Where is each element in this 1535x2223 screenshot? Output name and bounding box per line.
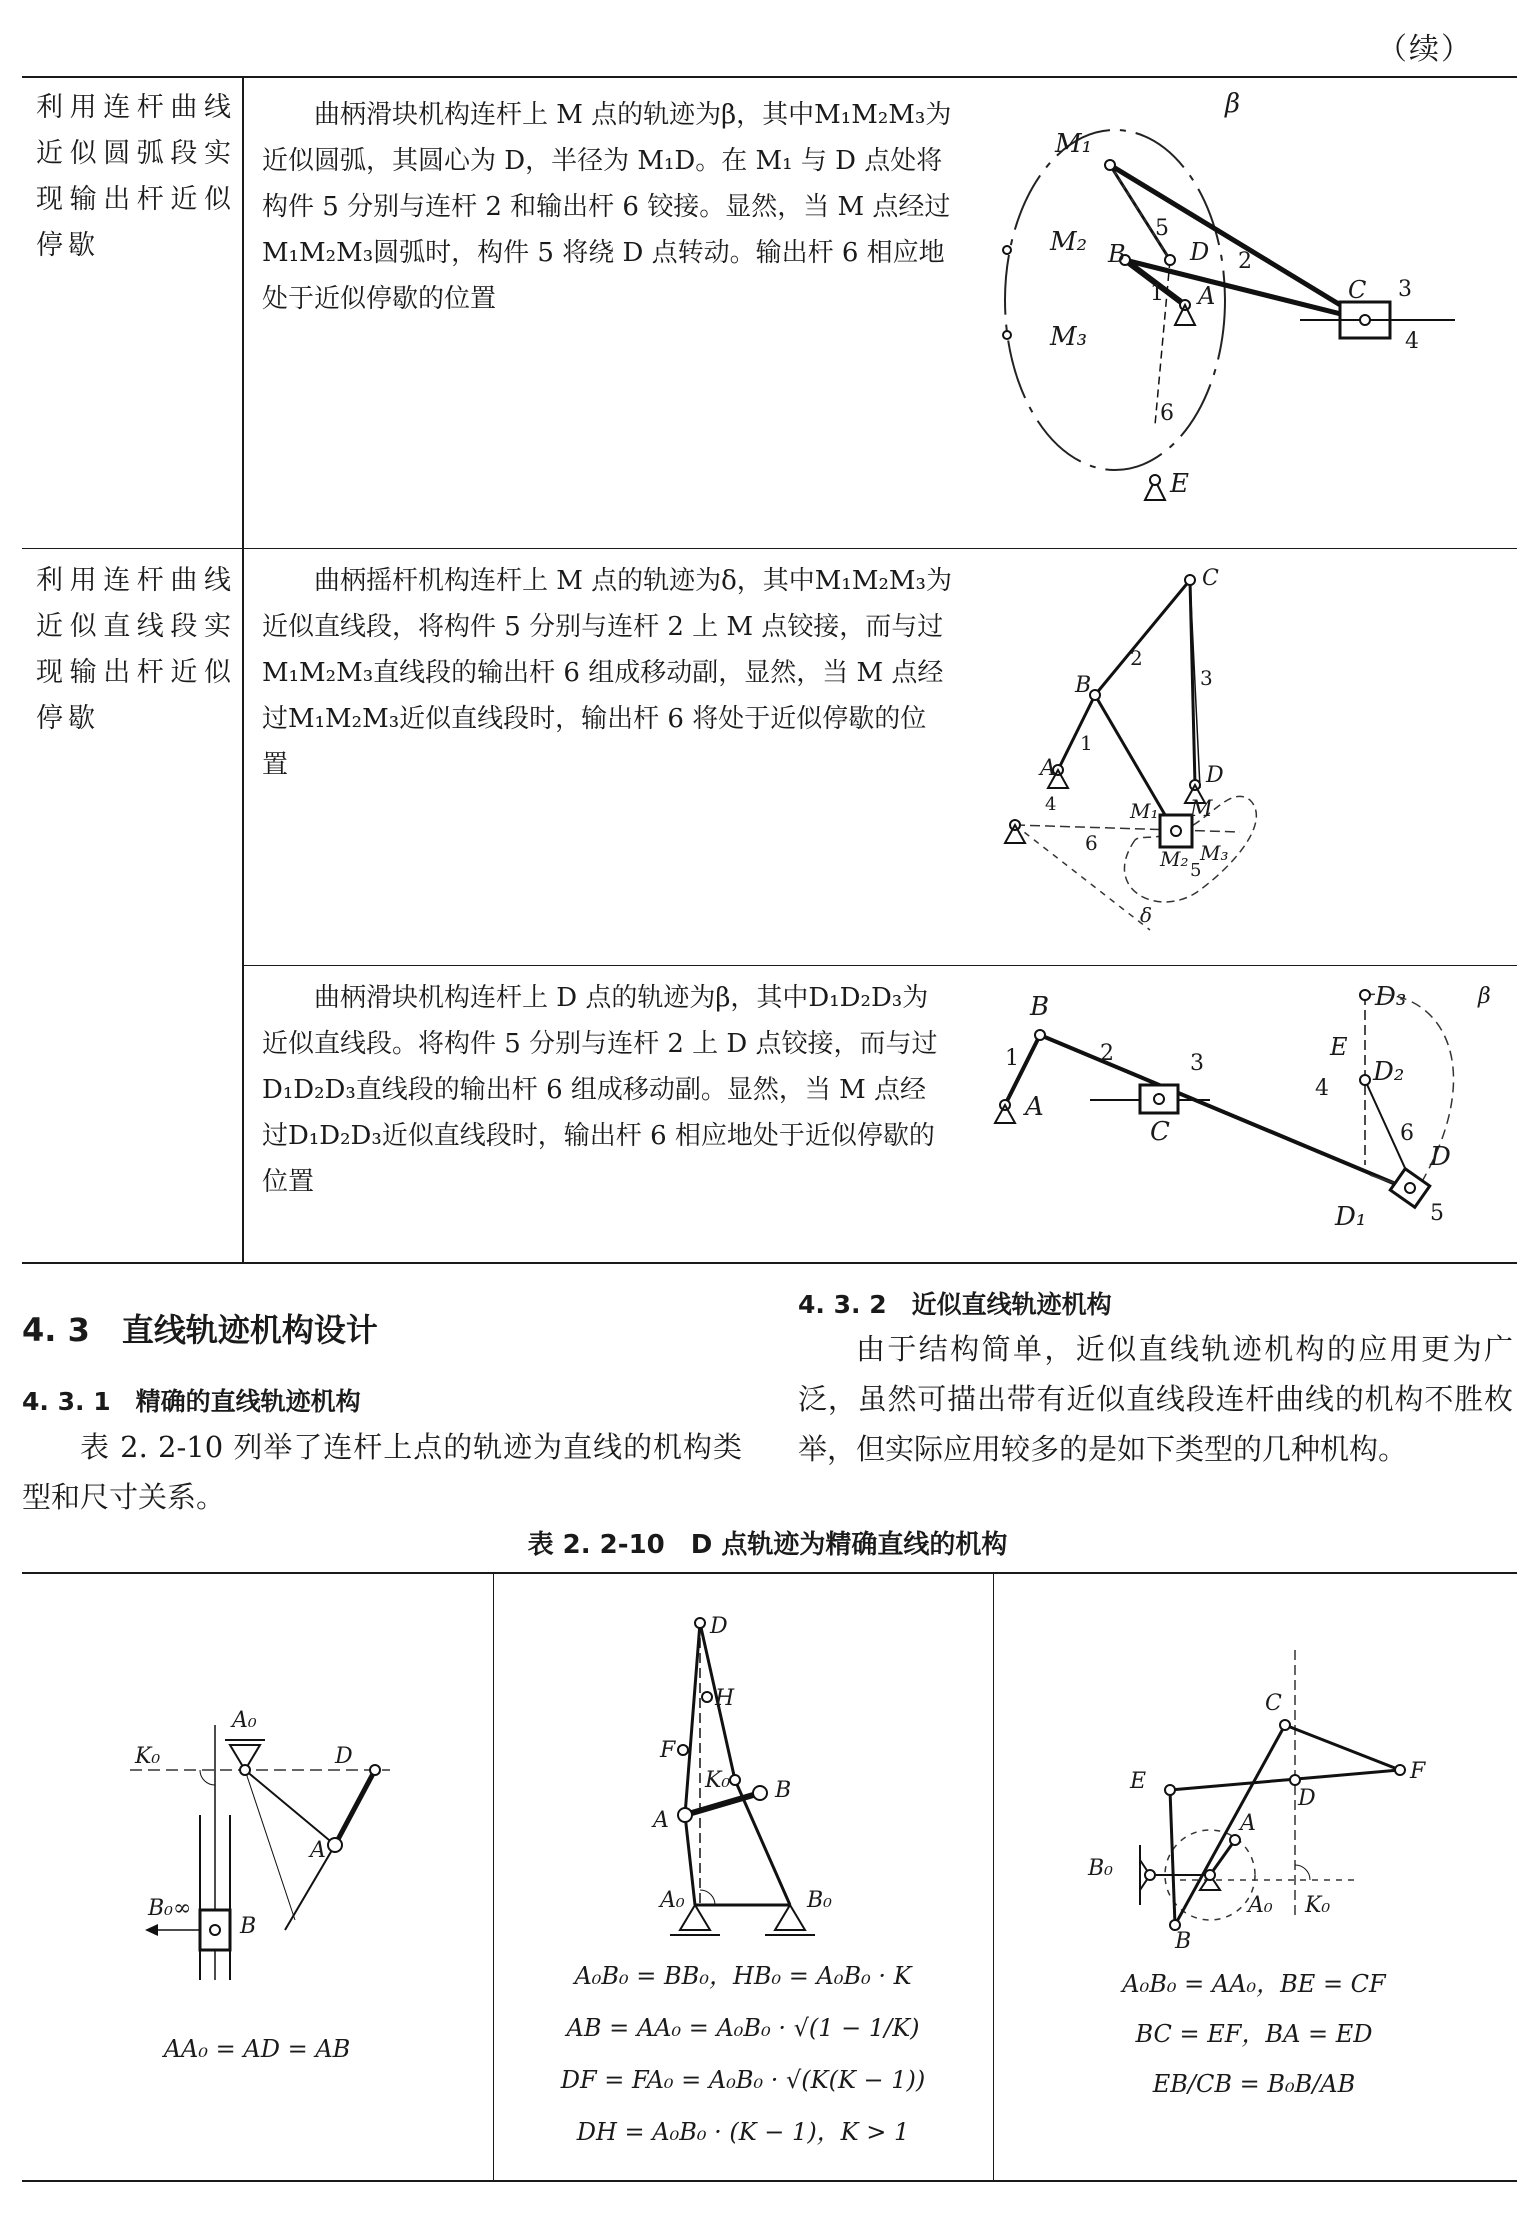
label-B: B [775,1778,792,1803]
mechanism-1-figure [130,1685,400,1985]
label-6: 6 [1160,401,1174,426]
row-2-text: 曲柄摇杆机构连杆上 M 点的轨迹为δ，其中M₁M₂M₃为近似直线段，将构件 5 分别与连杆 2 上 M 点铰接，而与过M₁M₂M₃直线段的输出杆 6 组成移动副，显然，当 M 点经过M₁M₂M₃近似直线段时，输出杆 6 将处于近似停歇的位置 [262,566,952,780]
label-D3: D₃ [1375,982,1407,1012]
label-A: A [310,1838,326,1863]
label-D: D [335,1744,353,1769]
label-4: 4 [1315,1076,1329,1101]
label-D: D [710,1614,728,1639]
label-D: D [1430,1142,1451,1172]
bar-AD [335,1770,375,1845]
label-A: A [1025,1092,1044,1122]
table-bottom-rule [22,1262,1517,1264]
output-6 [1015,825,1240,832]
label-F: F [1410,1759,1426,1784]
link-2 [1110,165,1365,320]
label-D: D [1206,763,1224,788]
label-B: B [1030,992,1050,1022]
label-H: H [715,1686,735,1711]
label-B: B [1075,673,1092,698]
label-C: C [1265,1691,1282,1716]
table-column-divider [242,77,244,1263]
label-K0: K₀ [135,1744,161,1769]
table-top-rule [22,76,1517,78]
label-3: 3 [1190,1051,1204,1076]
subsection-2-title: 4. 3. 2 近似直线轨迹机构 [798,1290,1112,1319]
label-4: 4 [1045,794,1057,815]
label-A0: A₀ [232,1708,257,1733]
label-1: 1 [1080,731,1093,755]
row-1-figure [1010,90,1490,530]
label-E: E [1330,1033,1348,1061]
row-1-text: 曲柄滑块机构连杆上 M 点的轨迹为β，其中M₁M₂M₃为近似圆弧，其圆心为 D，半径为 M₁D。在 M₁ 与 D 点处将构件 5 分别与连杆 2 和输出杆 6 铰接。显然，当 M 点经过M₁M₂M₃圆弧时，构件 5 将绕 D 点转动。输出杆 6 相应地处于近似停歇的位置 [262,100,952,314]
label-5: 5 [1155,216,1169,241]
label-K0: K₀ [1305,1893,1331,1918]
row-1-label: 利用连杆曲线近似圆弧段实现输出杆近似停歇 [36,92,236,261]
label-E: E [1170,469,1189,499]
mechanism-3-formula-1: A₀B₀ = AA₀，BE = CF [1122,1970,1386,1998]
bar-A0A [245,1770,335,1845]
label-C: C [1348,276,1367,304]
label-B0: B₀∞ [148,1896,192,1921]
label-B: B [1175,1929,1192,1954]
subsection-2-text: 由于结构简单，近似直线轨迹机构的应用更为广泛，虽然可描出带有近似直线段连杆曲线的机构不胜枚举，但实际应用较多的是如下类型的几种机构。 [798,1332,1513,1466]
label-4: 4 [1405,329,1419,354]
label-C: C [1202,566,1219,591]
label-5: 5 [1190,860,1202,881]
bar-CF [1285,1725,1400,1770]
label-1: 1 [1005,1046,1019,1071]
bottom-table-bottom-rule [22,2180,1517,2182]
bar-ED [1170,1780,1295,1790]
label-M2: M₂ [1050,227,1088,257]
label-D1: D₁ [1335,1202,1367,1232]
mechanism-2-formula-1: A₀B₀ = BB₀，HB₀ = A₀B₀ · K [574,1962,912,1990]
label-C: C [1150,1117,1170,1147]
label-beta: β [1225,89,1241,119]
label-B: B [240,1914,257,1939]
label-6: 6 [1085,831,1098,855]
label-1: 1 [1150,281,1164,306]
label-M1: M₁ [1130,799,1159,823]
mechanism-2-formula-3: DF = FA₀ = A₀B₀ · √(K(K − 1)) [560,2066,926,2094]
mechanism-3-figure [1080,1650,1440,1954]
guide-line [1015,825,1153,930]
label-M3: M₃ [1200,841,1229,865]
label-3: 3 [1398,277,1412,302]
mechanism-3-formula-2: BC = EF，BA = ED [1135,2020,1373,2048]
row-2-label: 利用连杆曲线近似直线段实现输出杆近似停歇 [36,565,236,734]
row-divider-1 [22,548,1517,549]
label-A: A [653,1808,669,1833]
label-M1: M₁ [1055,129,1093,159]
label-M2: M₂ [1160,847,1189,871]
label-A: A [1198,282,1216,310]
label-2: 2 [1238,249,1252,274]
subsection-1-text: 表 2. 2-10 列举了连杆上点的轨迹为直线的机构类型和尺寸关系。 [22,1430,742,1514]
label-F: F [660,1738,676,1763]
label-A: A [1040,756,1056,781]
link-2 [1095,580,1190,695]
bottom-table-top-rule [22,1572,1517,1574]
row-3-figure [990,975,1510,1245]
label-6: 6 [1400,1121,1414,1146]
row-divider-2 [243,965,1517,966]
label-A: A [1240,1811,1256,1836]
bar-EB [1170,1790,1175,1925]
label-5: 5 [1430,1201,1444,1226]
table-caption: 表 2. 2-10 D 点轨迹为精确直线的机构 [527,1530,1008,1560]
label-B0: B₀ [1088,1856,1113,1881]
label-A0: A₀ [1248,1893,1273,1918]
continuation-label: （续） [1377,32,1473,67]
label-delta: δ [1140,903,1153,927]
subsection-1-title: 4. 3. 1 精确的直线轨迹机构 [22,1387,361,1416]
bar-AA0 [245,1770,295,1920]
label-D: D [1298,1786,1316,1811]
label-D2: D₂ [1373,1057,1405,1087]
trajectory-beta [1005,130,1225,470]
label-3: 3 [1200,666,1213,690]
label-B: B [1108,240,1126,268]
label-M3: M₃ [1050,322,1088,352]
mechanism-1-formula-1: AA₀ = AD = AB [163,2035,351,2063]
link-2 [1040,1035,1410,1190]
mechanism-2-formula-2: AB = AA₀ = A₀B₀ · √(1 − 1/K) [566,2014,920,2042]
label-B0: B₀ [807,1888,832,1913]
mechanism-2-figure [625,1605,865,1995]
bar-DA [685,1623,700,1815]
bar-AA0 [685,1815,695,1905]
mechanism-2-formula-4: DH = A₀B₀ · (K − 1)，K > 1 [576,2118,910,2146]
label-E: E [1130,1769,1147,1794]
label-K0: K₀ [705,1768,731,1793]
label-M: M [1190,797,1213,822]
label-2: 2 [1130,646,1143,670]
label-beta: β [1478,984,1491,1009]
row-2-figure [1040,566,1460,950]
section-title: 4. 3 直线轨迹机构设计 [22,1311,378,1349]
mechanism-3-formula-3: EB/CB = B₀B/AB [1152,2070,1356,2098]
row-3-text: 曲柄滑块机构连杆上 D 点的轨迹为β，其中D₁D₂D₃为近似直线段。将构件 5 分别与连杆 2 上 D 点铰接，而与过D₁D₂D₃直线段的输出杆 6 组成移动副。显然，当 M 点经过D₁D₂D₃近似直线段时，输出杆 6 相应地处于近似停歇的位置 [262,983,938,1197]
label-A0: A₀ [660,1888,685,1913]
label-2: 2 [1100,1041,1114,1066]
label-D: D [1190,238,1210,266]
